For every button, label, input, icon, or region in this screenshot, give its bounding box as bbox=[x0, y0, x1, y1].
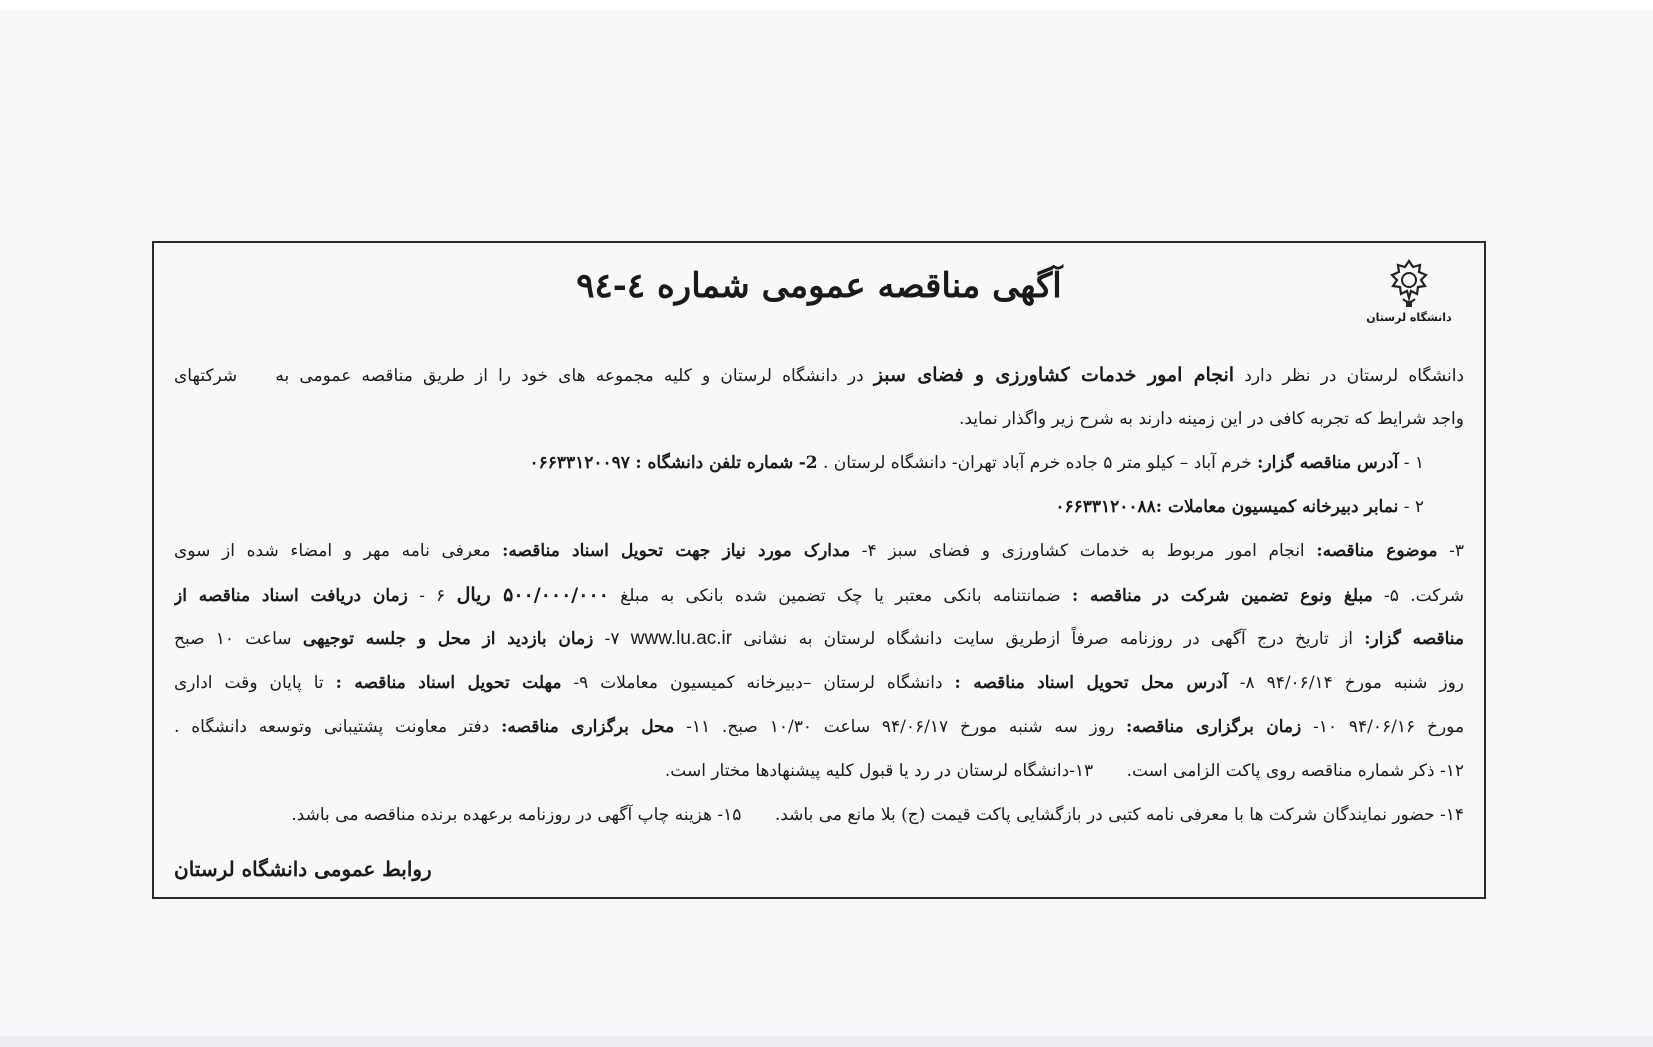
phone-value: ۰۶۶۳۳۱۲۰۰۹۷ bbox=[529, 453, 630, 473]
item-label-guarantee: مبلغ ونوع تضمین شرکت در مناقصه : bbox=[1071, 586, 1373, 606]
item-number: ٧- bbox=[604, 629, 620, 649]
item-label-delivery-address: آدرس محل تحویل اسناد مناقصه : bbox=[954, 673, 1228, 693]
clause-15: ۱۵- هزینه چاپ آگهی در روزنامه برعهده برنده مناقصه می باشد. bbox=[291, 805, 742, 825]
guarantee-value: ضمانتنامه بانکی معتبر یا چک تضمین شده بانکی به مبلغ bbox=[620, 586, 1061, 606]
item-number: ۸- bbox=[1239, 673, 1255, 693]
site-visit-time: ساعت ۱۰ صبح bbox=[174, 629, 292, 649]
notice-body bbox=[174, 353, 1464, 837]
deadline-date: مورخ ۹۴/۰۶/۱۶ bbox=[1348, 717, 1464, 737]
fax-label-value: نمابر دبیرخانه کمیسیون معاملات :۰۶۶۳۳۱۲۰۰۸۸ bbox=[1055, 497, 1399, 517]
notice-title: آگهی مناقصه عمومی شماره ٤-٩٤ bbox=[576, 266, 1062, 306]
item-label-receive-docs-end: مناقصه گزار: bbox=[1364, 629, 1464, 649]
body-line-8 bbox=[174, 661, 1464, 705]
body-line-3 bbox=[174, 441, 1464, 485]
intro-companies: شرکتهای bbox=[174, 366, 238, 386]
documents-value-end: شرکت. bbox=[1410, 586, 1464, 606]
scan-edge-top bbox=[0, 0, 1653, 10]
body-line-6 bbox=[174, 573, 1464, 617]
item-number: ٢ - bbox=[1403, 497, 1424, 517]
item-label-subject: موضوع مناقصه: bbox=[1316, 541, 1438, 561]
item-label-opening-place: محل برگزاری مناقصه: bbox=[501, 717, 675, 737]
item-label-address: آدرس مناقصه گزار: bbox=[1257, 453, 1399, 473]
item-label-receive-docs: زمان دریافت اسناد مناقصه از bbox=[174, 586, 408, 606]
tender-notice bbox=[152, 241, 1486, 899]
item-number: ۹- bbox=[573, 673, 589, 693]
item-label-phone: شماره تلفن دانشگاه : bbox=[635, 453, 794, 473]
body-line-5 bbox=[174, 529, 1464, 573]
guarantee-amount: ۵۰۰/۰۰۰/۰۰۰ ریال bbox=[456, 584, 609, 606]
body-line-1 bbox=[174, 353, 1464, 397]
item-number: ١ - bbox=[1403, 453, 1424, 473]
documents-value: معرفی نامه مهر و امضاء شده از سوی bbox=[174, 541, 491, 561]
clause-13: ۱۳-دانشگاه لرستان در رد یا قبول کلیه پیشنهادها مختار است. bbox=[664, 761, 1094, 781]
item-number: ۱۱- bbox=[686, 717, 711, 737]
logo-caption: دانشگاه لرستان bbox=[1366, 311, 1452, 324]
body-line-7 bbox=[174, 617, 1464, 661]
item-number: ۵- bbox=[1384, 586, 1399, 606]
scan-edge-bottom bbox=[0, 1036, 1653, 1047]
body-line-11 bbox=[174, 793, 1464, 837]
delivery-address-value: دانشگاه لرستان –دبیرخانه کمیسیون معاملات bbox=[600, 673, 943, 693]
intro-text: دانشگاه لرستان در نظر دارد bbox=[1244, 366, 1464, 386]
item-number: 2- bbox=[798, 453, 818, 473]
receive-docs-value: از تاریخ درج آگهی در روزنامه صرفاً ازطریق سایت دانشگاه لرستان به نشانی bbox=[743, 629, 1353, 649]
site-visit-date: روز شنبه مورخ ۹۴/۰۶/۱۴ bbox=[1266, 673, 1464, 693]
item-label-deadline: مهلت تحویل اسناد مناقصه : bbox=[335, 673, 562, 693]
intro-conditions: واجد شرایط که تجربه کافی در این زمینه دارند به شرح زیر واگذار نماید. bbox=[958, 409, 1464, 429]
university-website-link[interactable]: www.lu.ac.ir bbox=[630, 628, 733, 649]
item-label-documents: مدارک مورد نیاز جهت تحویل اسناد مناقصه: bbox=[502, 541, 851, 561]
address-value: خرم آباد – کیلو متر ۵ جاده خرم آباد تهران- دانشگاه لرستان . bbox=[823, 453, 1252, 473]
subject-value: انجام امور مربوط به خدمات کشاورزی و فضای سبز bbox=[888, 541, 1305, 561]
body-line-10 bbox=[174, 749, 1464, 793]
body-line-2 bbox=[174, 397, 1464, 441]
public-relations-signature: روابط عمومی دانشگاه لرستان bbox=[174, 857, 432, 881]
intro-text-continued: در دانشگاه لرستان و کلیه مجموعه های خود را از طریق مناقصه عمومی به bbox=[275, 366, 864, 386]
body-line-9 bbox=[174, 705, 1464, 749]
opening-time-value: روز سه شنبه مورخ ۹۴/۰۶/۱۷ ساعت ۱۰/۳۰ صبح. bbox=[721, 717, 1115, 737]
item-number: ۳- bbox=[1449, 541, 1464, 561]
clause-14: ۱۴- حضور نمایندگان شرکت ها با معرفی نامه کتبی در بازگشایی پاکت قیمت (ج) بلا مانع می باشد. bbox=[774, 805, 1464, 825]
item-label-site-visit: زمان بازدید از محل و جلسه توجیهی bbox=[302, 629, 594, 649]
item-number: ۶ - bbox=[419, 586, 446, 606]
tender-subject-highlight: انجام امور خدمات کشاورزی و فضای سبز bbox=[873, 364, 1235, 386]
opening-place-value: دفتر معاونت پشتیبانی وتوسعه دانشگاه . bbox=[174, 717, 490, 737]
item-label-opening-time: زمان برگزاری مناقصه: bbox=[1126, 717, 1302, 737]
deadline-value: تا پایان وقت اداری bbox=[174, 673, 324, 693]
clause-12: ۱۲- ذکر شماره مناقصه روی پاکت الزامی است. bbox=[1126, 761, 1464, 781]
item-number: ۴- bbox=[861, 541, 877, 561]
item-number: ۱۰- bbox=[1313, 717, 1338, 737]
body-line-4 bbox=[174, 485, 1464, 529]
